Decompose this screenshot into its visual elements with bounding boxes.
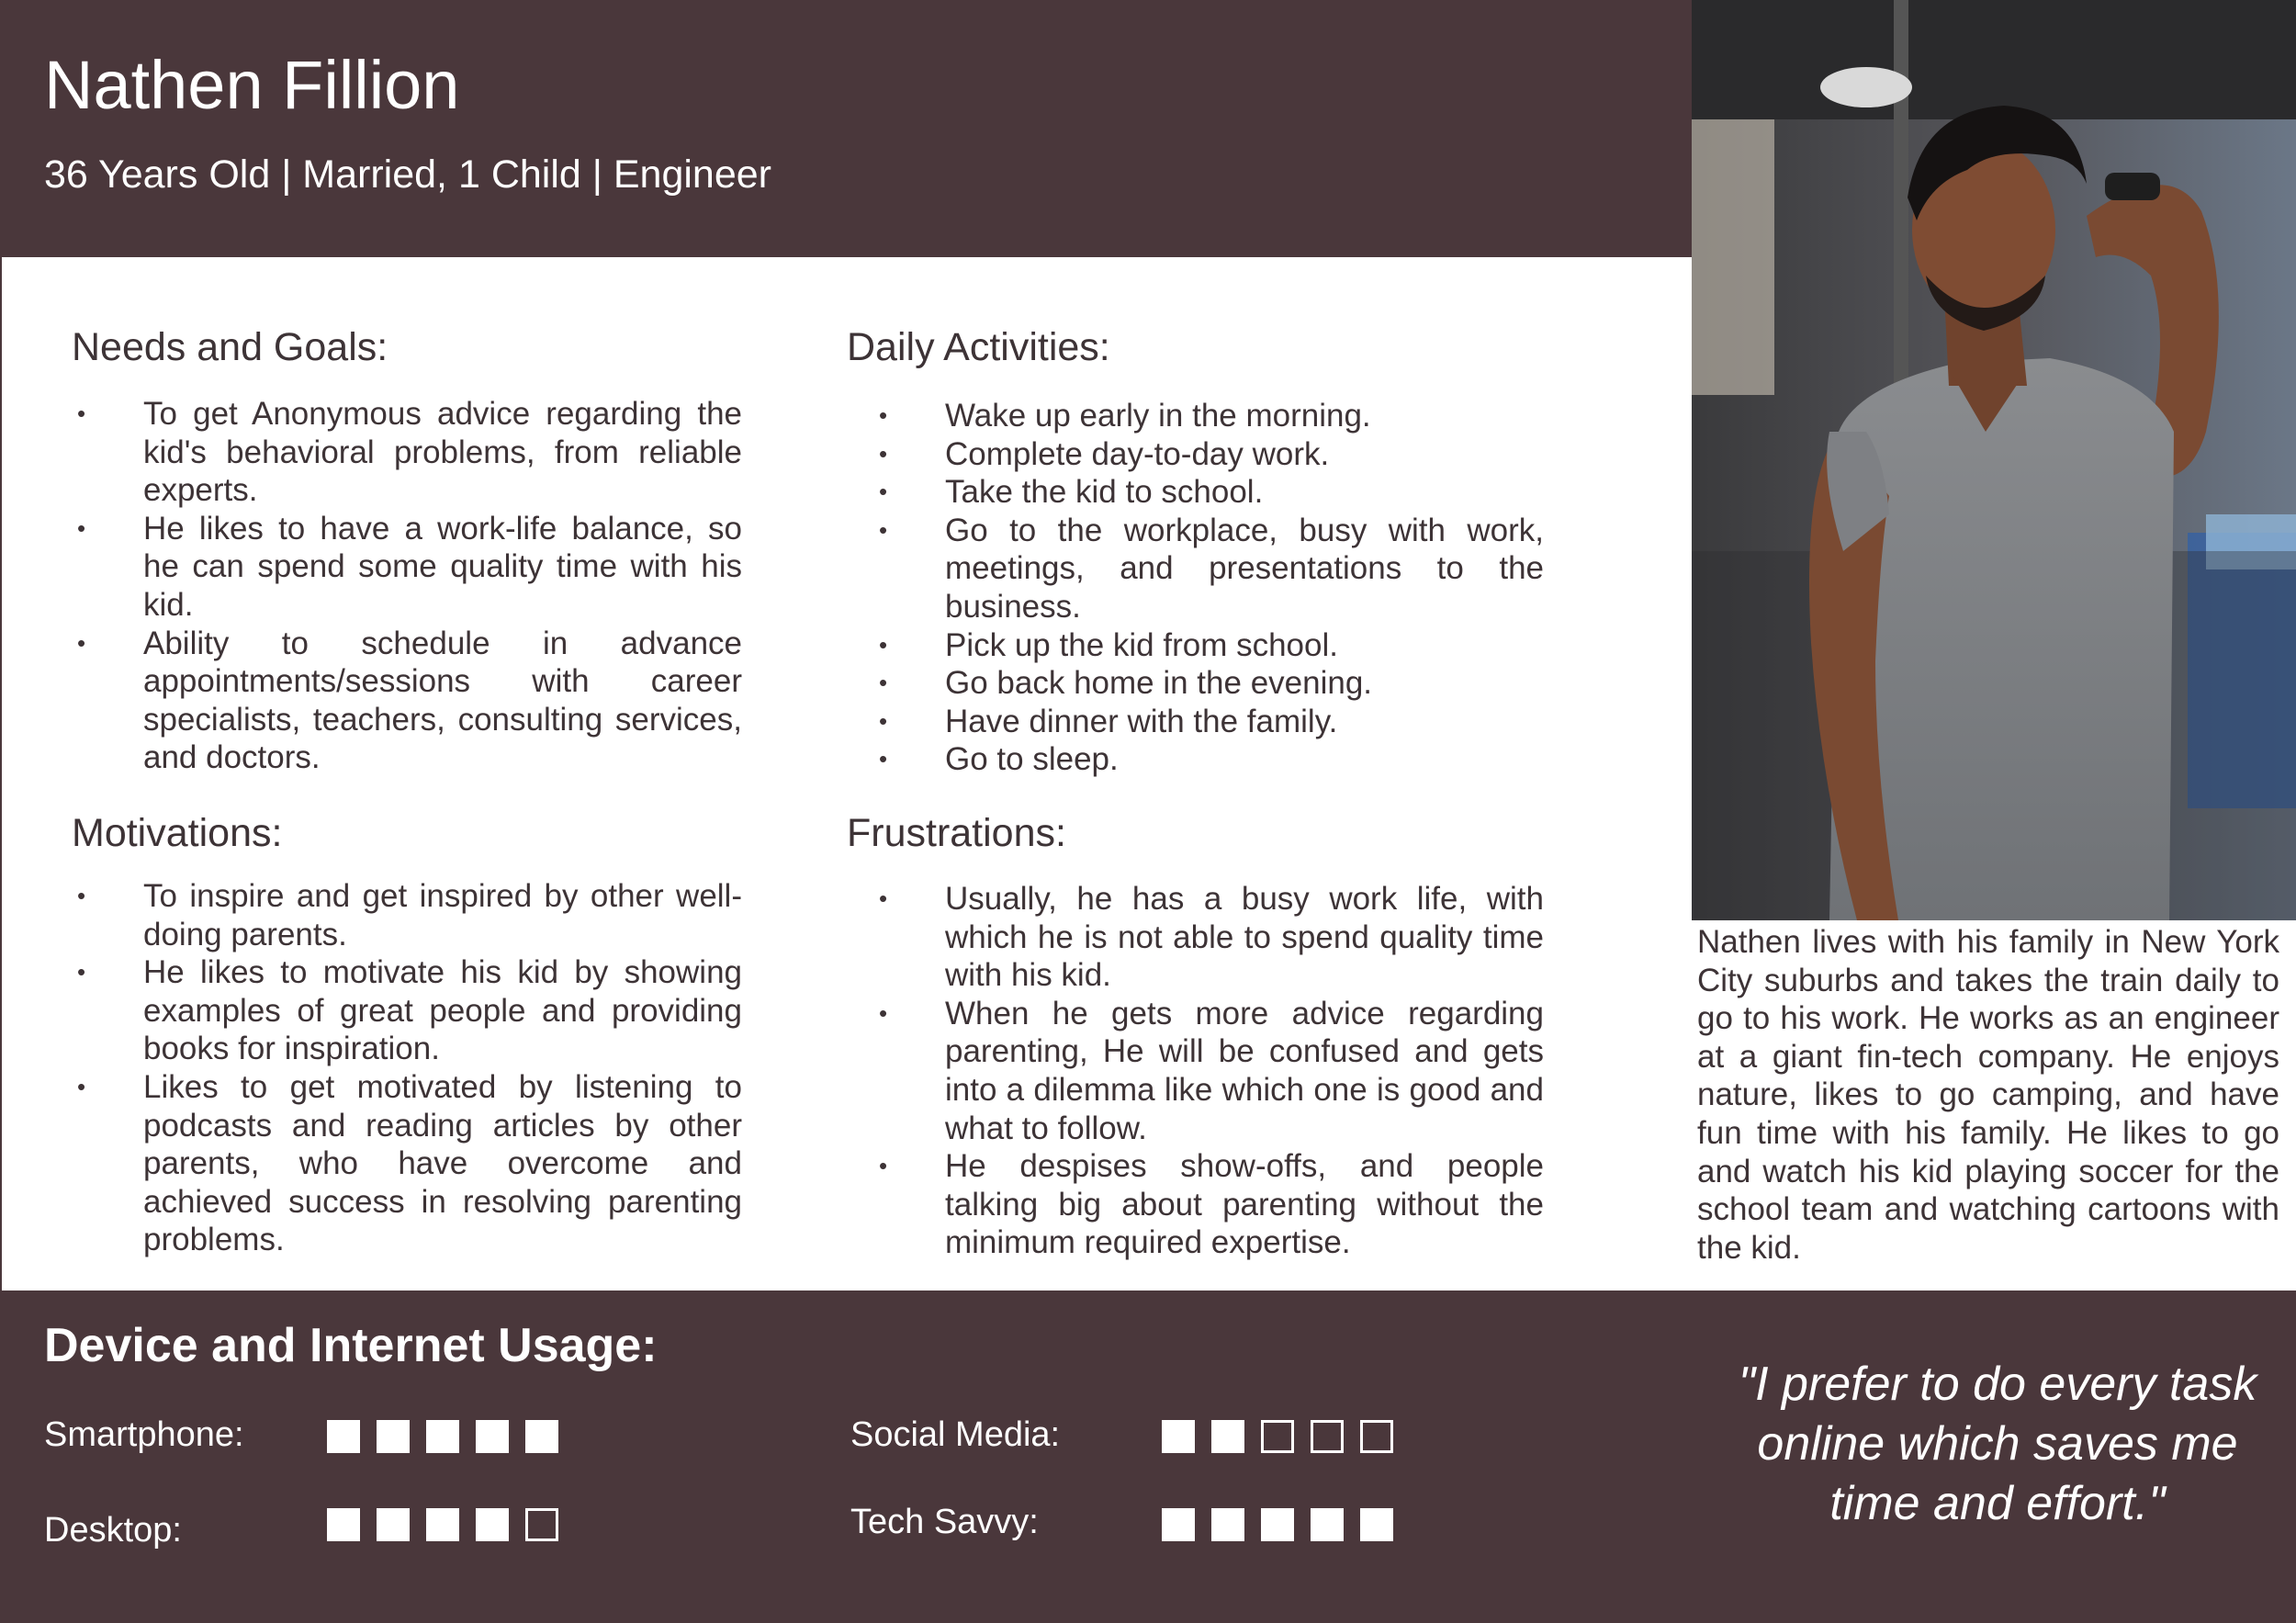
usage-title: Device and Internet Usage: [44,1319,658,1372]
list-item: • Have dinner with the family. [945,703,1544,741]
rating-box-empty [525,1508,558,1541]
list-item: • He despises show-offs, and people talking big about parenting without the minimum required expertise. [945,1147,1544,1262]
list-item: • Complete day-to-day work. [945,435,1544,474]
persona-bio: Nathen lives with his family in New York City suburbs and takes the train daily to go to his work. He works as an engineer at a giant fin-tech company. He enjoys nature, likes to go camping, and have fun time with his family. He likes to go and watch his kid playing soccer for the school team and watching cartoons with the kid. [1697,924,2279,1266]
rating-smartphone [327,1420,558,1453]
rating-box-filled [1162,1508,1195,1541]
usage-label-desktop: Desktop: [44,1511,182,1550]
list-item: • To get Anonymous advice regarding the kid's behavioral problems, from reliable experts. [143,395,742,510]
persona-subtitle: 36 Years Old | Married, 1 Child | Engineer [44,152,771,197]
rating-box-filled [476,1420,509,1453]
rating-box-empty [1360,1420,1393,1453]
usage-footer [0,1291,2296,1623]
list-item: • Likes to get motivated by listening to podcasts and reading articles by other parents, who have overcome and achieved success in resolving parenting problems. [143,1068,742,1259]
persona-name: Nathen Fillion [44,47,460,123]
usage-label-tech-savvy: Tech Savvy: [850,1503,1039,1541]
list-item: • Ability to schedule in advance appointments/sessions with career specialists, teachers, consulting services, and doctors. [143,625,742,777]
list-item: • Take the kid to school. [945,473,1544,512]
rating-box-filled [476,1508,509,1541]
rating-box-empty [1311,1420,1344,1453]
rating-box-filled [1360,1508,1393,1541]
persona-quote: "I prefer to do every task online which saves me time and effort." [1738,1358,2257,1530]
rating-box-filled [1311,1508,1344,1541]
list-item: • He likes to have a work-life balance, so he can spend some quality time with his kid. [143,510,742,625]
rating-box-filled [327,1508,360,1541]
rating-desktop [327,1508,558,1541]
rating-box-filled [1162,1420,1195,1453]
usage-label-social-media: Social Media: [850,1415,1061,1454]
persona-header [0,0,1692,257]
list-item: • He likes to motivate his kid by showing examples of great people and providing books for inspiration. [143,953,742,1068]
rating-box-filled [1211,1508,1244,1541]
rating-box-filled [426,1508,459,1541]
list-item: • Usually, he has a busy work life, with which he is not able to spend quality time with his kid. [945,880,1544,995]
rating-box-filled [377,1508,410,1541]
list-item: • Go back home in the evening. [945,664,1544,703]
list-item: • To inspire and get inspired by other well-doing parents. [143,877,742,953]
frustrations-title: Frustrations: [847,811,1066,855]
daily-list [945,397,1544,779]
list-item: • Wake up early in the morning. [945,397,1544,435]
rating-box-filled [426,1420,459,1453]
persona-photo [1692,0,2296,920]
needs-list [143,395,742,777]
rating-box-filled [377,1420,410,1453]
rating-box-filled [525,1420,558,1453]
list-item: • When he gets more advice regarding parenting, He will be confused and gets into a dilemma like which one is good and what to follow. [945,995,1544,1147]
rating-box-filled [1211,1420,1244,1453]
list-item: • Pick up the kid from school. [945,626,1544,665]
motivations-title: Motivations: [72,811,283,855]
persona-details [0,257,1692,1291]
usage-label-smartphone: Smartphone: [44,1415,244,1454]
rating-box-filled [1261,1508,1294,1541]
rating-box-empty [1261,1420,1294,1453]
frustrations-list [945,880,1544,1262]
persona-photo-icon [1692,0,2296,920]
list-item: • Go to the workplace, busy with work, meetings, and presentations to the business. [945,512,1544,626]
rating-tech-savvy [1162,1508,1393,1541]
list-item: • Go to sleep. [945,740,1544,779]
daily-title: Daily Activities: [847,325,1110,369]
motivations-list [143,877,742,1259]
rating-social-media [1162,1420,1393,1453]
rating-box-filled [327,1420,360,1453]
needs-title: Needs and Goals: [72,325,388,369]
